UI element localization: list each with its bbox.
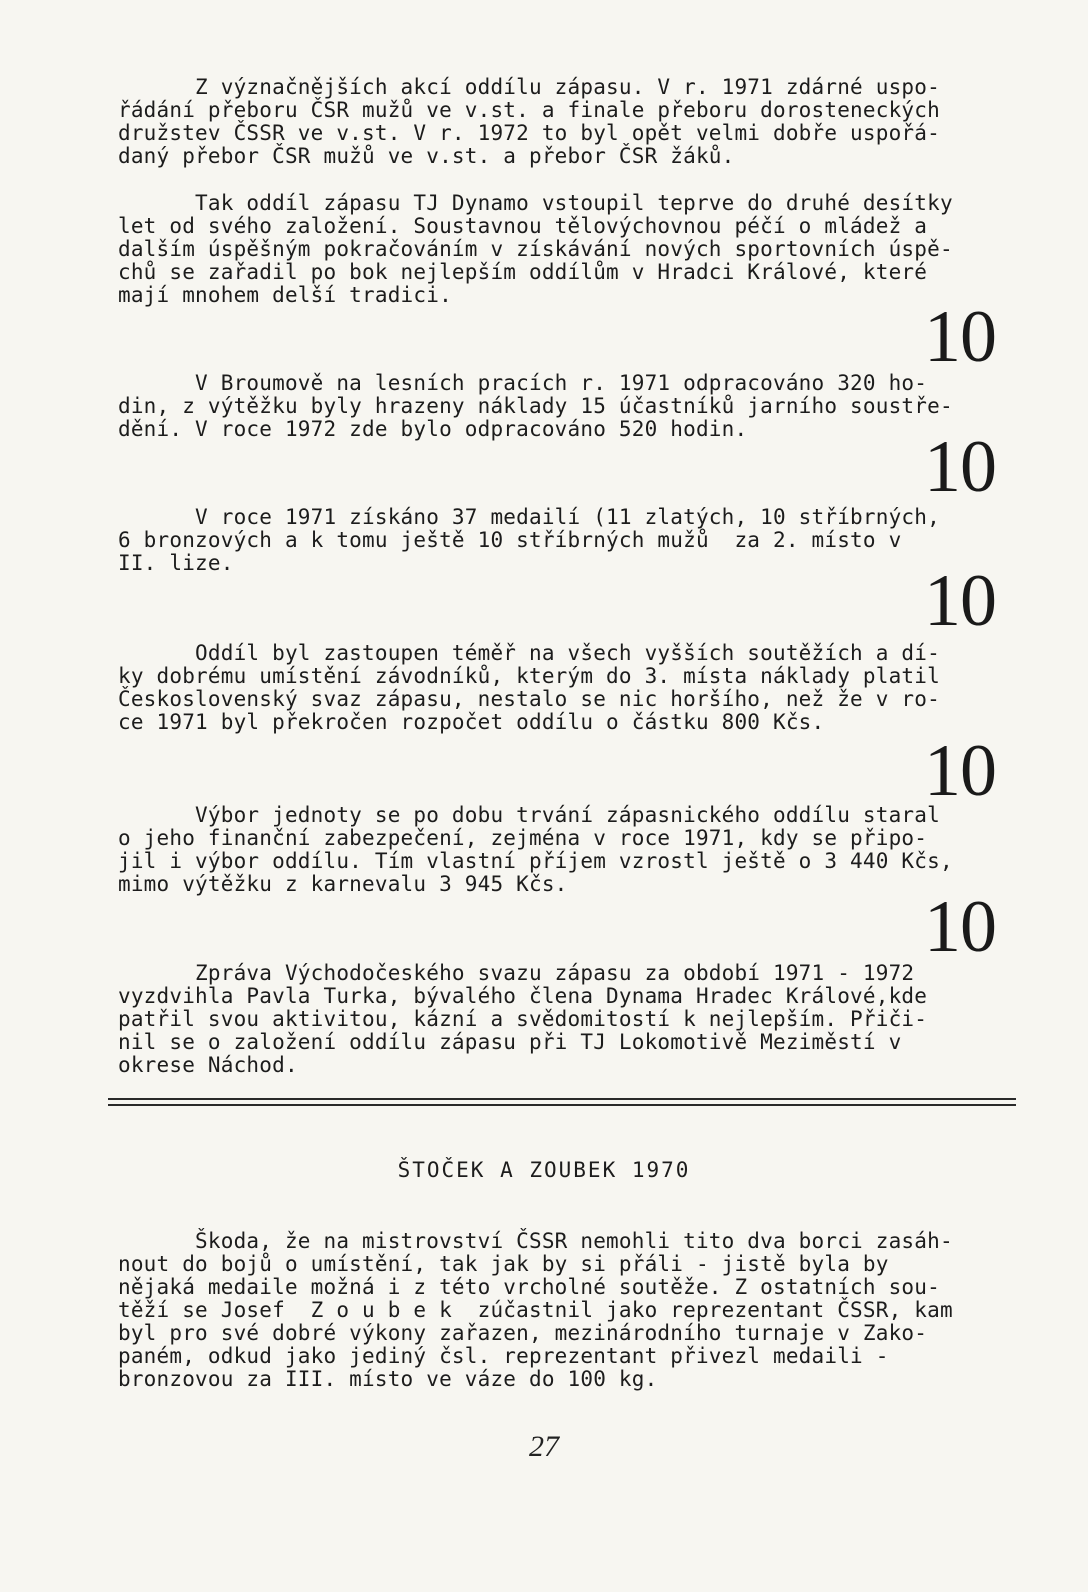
text-line: Škoda, že na mistrovství ČSSR nemohli tito dva borci zasáh-: [118, 1229, 953, 1253]
text-line: nějaká medaile možná i z této vrcholné soutěže. Z ostatních sou-: [118, 1275, 940, 1299]
text-line: bronzovou za III. místo ve váze do 100 kg.: [118, 1367, 658, 1391]
text-line: Z význačnějších akcí oddílu zápasu. V r. 1971 zdárné uspo-: [118, 75, 940, 99]
text-line: ce 1971 byl překročen rozpočet oddílu o částku 800 Kčs.: [118, 710, 825, 734]
section-heading: ŠTOČEK A ZOUBEK 1970: [397, 1158, 691, 1182]
text-line: dění. V roce 1972 zde bylo odpracováno 520 hodin.: [118, 417, 748, 441]
text-line: 6 bronzových a k tomu ještě 10 stříbrných mužů za 2. místo v: [118, 528, 902, 552]
paragraph-section-history: [118, 192, 1013, 307]
text-line: V Broumově na lesních pracích r. 1971 odpracováno 320 ho-: [118, 371, 928, 395]
text-line: okrese Náchod.: [118, 1053, 298, 1077]
text-line: II. lize.: [118, 551, 234, 575]
text-line: jil i výbor oddílu. Tím vlastní příjem vzrostl ještě o 3 440 Kčs,: [118, 849, 953, 873]
text-line: paném, odkud jako jediný čsl. reprezentant přivezl medaili -: [118, 1344, 889, 1368]
text-line: din, z výtěžku byly hrazeny náklady 15 účastníků jarního soustře-: [118, 394, 953, 418]
text-line: let od svého založení. Soustavnou tělovýchovnou péčí o mládež a: [118, 214, 928, 238]
score-mark: 10: [924, 426, 996, 508]
text-line: daný přebor ČSR mužů ve v.st. a přebor ČSR žáků.: [118, 144, 735, 168]
text-line: byl pro své dobré výkony zařazen, mezinárodního turnaje v Zako-: [118, 1321, 928, 1345]
section-divider: [108, 1104, 1016, 1106]
paragraph-notable-events: [118, 76, 1013, 168]
text-line: Oddíl byl zastoupen téměř na všech vyšších soutěžích a dí-: [118, 641, 940, 665]
paragraph-forest-work: [118, 372, 1013, 441]
score-mark: 10: [924, 560, 996, 642]
text-line: patřil svou aktivitou, kázní a svědomitostí k nejlepším. Přiči-: [118, 1007, 928, 1031]
score-mark: 10: [924, 730, 996, 812]
text-line: nil se o založení oddílu zápasu při TJ Lokomotivě Meziměstí v: [118, 1030, 902, 1054]
paragraph-medals: [118, 506, 1013, 575]
text-line: Výbor jednoty se po dobu trvání zápasnického oddílu staral: [118, 803, 940, 827]
section-divider: [108, 1098, 1016, 1100]
text-line: ky dobrému umístění závodníků, kterým do 3. místa náklady platil: [118, 664, 940, 688]
text-line: dalším úspěšným pokračováním v získávání nových sportovních úspě-: [118, 237, 953, 261]
score-mark: 10: [924, 296, 996, 378]
text-line: mají mnohem delší tradici.: [118, 283, 452, 307]
text-line: o jeho finanční zabezpečení, zejména v roce 1971, kdy se připo-: [118, 826, 928, 850]
text-line: vyzdvihla Pavla Turka, bývalého člena Dynama Hradec Králové,kde: [118, 984, 928, 1008]
text-line: Československý svaz zápasu, nestalo se nic horšího, než že v ro-: [118, 687, 940, 711]
text-line: chů se zařadil po bok nejlepším oddílům v Hradci Králové, které: [118, 260, 928, 284]
page-number: 27: [529, 1430, 559, 1463]
paragraph-stocek-zoubek: [118, 1230, 1013, 1391]
text-line: Tak oddíl zápasu TJ Dynamo vstoupil teprve do druhé desítky: [118, 191, 953, 215]
text-line: družstev ČSSR ve v.st. V r. 1972 to byl opět velmi dobře uspořá-: [118, 121, 940, 145]
text-line: V roce 1971 získáno 37 medailí (11 zlatých, 10 stříbrných,: [118, 505, 940, 529]
text-line: nout do bojů o umístění, tak jak by si přáli - jistě byla by: [118, 1252, 889, 1276]
text-line: těží se Josef Z o u b e k zúčastnil jako reprezentant ČSSR, kam: [118, 1298, 953, 1322]
score-mark: 10: [924, 886, 996, 968]
paragraph-regional-report: [118, 962, 1013, 1077]
paragraph-committee: [118, 804, 1013, 896]
text-line: řádání přeboru ČSR mužů ve v.st. a finale přeboru dorosteneckých: [118, 98, 940, 122]
text-line: mimo výtěžku z karnevalu 3 945 Kčs.: [118, 872, 568, 896]
paragraph-competitions: [118, 642, 1013, 734]
text-line: Zpráva Východočeského svazu zápasu za období 1971 - 1972: [118, 961, 915, 985]
